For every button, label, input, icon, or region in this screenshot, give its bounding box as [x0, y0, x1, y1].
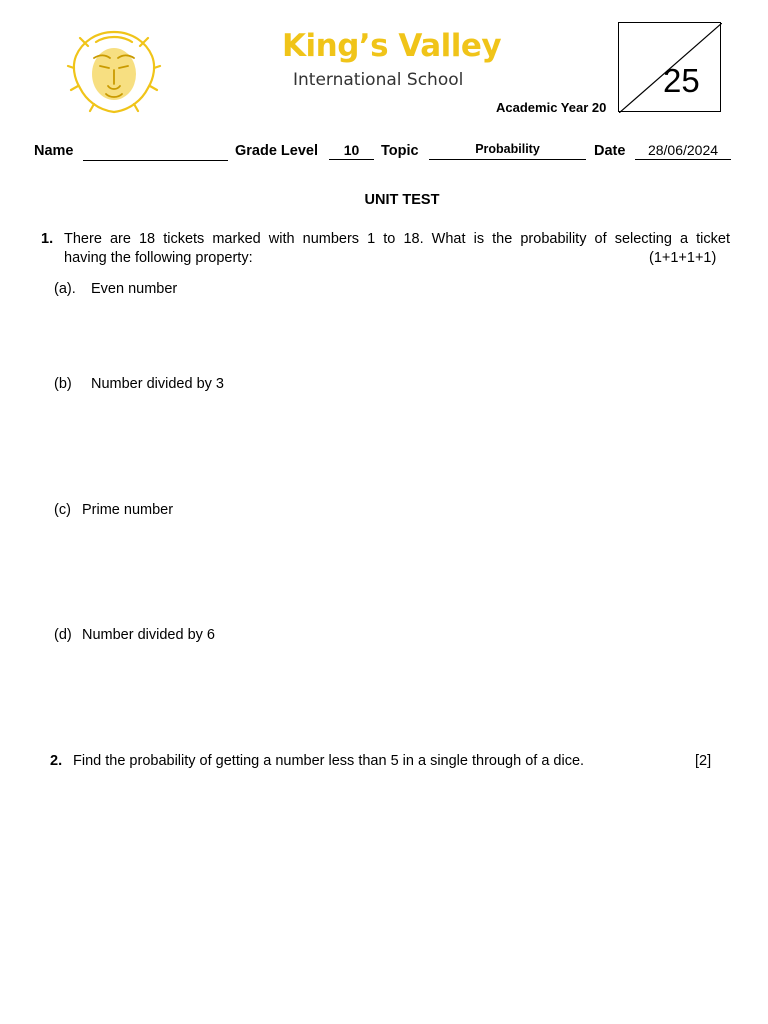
question-1-text-line1: There are 18 tickets marked with numbers 1 to 18. What is the probability of selecting a ticket [64, 231, 730, 247]
name-field[interactable] [83, 143, 228, 161]
topic-label: Topic [381, 143, 419, 159]
part-d-label: (d) [54, 627, 72, 643]
score-value: 25 [663, 62, 700, 99]
date-label: Date [594, 143, 626, 159]
date-field[interactable]: 28/06/2024 [635, 142, 731, 160]
part-c-label: (c) [54, 502, 71, 518]
question-2-number: 2. [50, 753, 63, 769]
name-label: Name [34, 143, 74, 159]
topic-field[interactable]: Probability [429, 142, 586, 160]
score-box [618, 22, 721, 112]
question-2-text: Find the probability of getting a number less than 5 in a single through of a dice. [73, 753, 585, 769]
question-2-marks: [2] [695, 753, 712, 769]
part-c-text: Prime number [82, 502, 174, 518]
question-1-text-line2: having the following property: [64, 250, 253, 266]
part-a-label: (a). [54, 281, 76, 297]
part-a-text: Even number [91, 281, 178, 297]
question-1-marks: (1+1+1+1) [649, 250, 717, 266]
page-title: UNIT TEST [364, 192, 440, 208]
part-b-text: Number divided by 3 [91, 376, 224, 392]
part-d-text: Number divided by 6 [82, 627, 215, 643]
lion-head-logo-icon [66, 28, 162, 114]
question-1-number: 1. [41, 231, 54, 247]
grade-level-label: Grade Level [235, 143, 319, 159]
part-b-label: (b) [54, 376, 72, 392]
school-name: King’s Valley [282, 28, 502, 64]
academic-year: Academic Year 20 [496, 100, 607, 115]
grade-level-field[interactable]: 10 [329, 142, 374, 160]
school-subtitle: International School [293, 70, 464, 90]
